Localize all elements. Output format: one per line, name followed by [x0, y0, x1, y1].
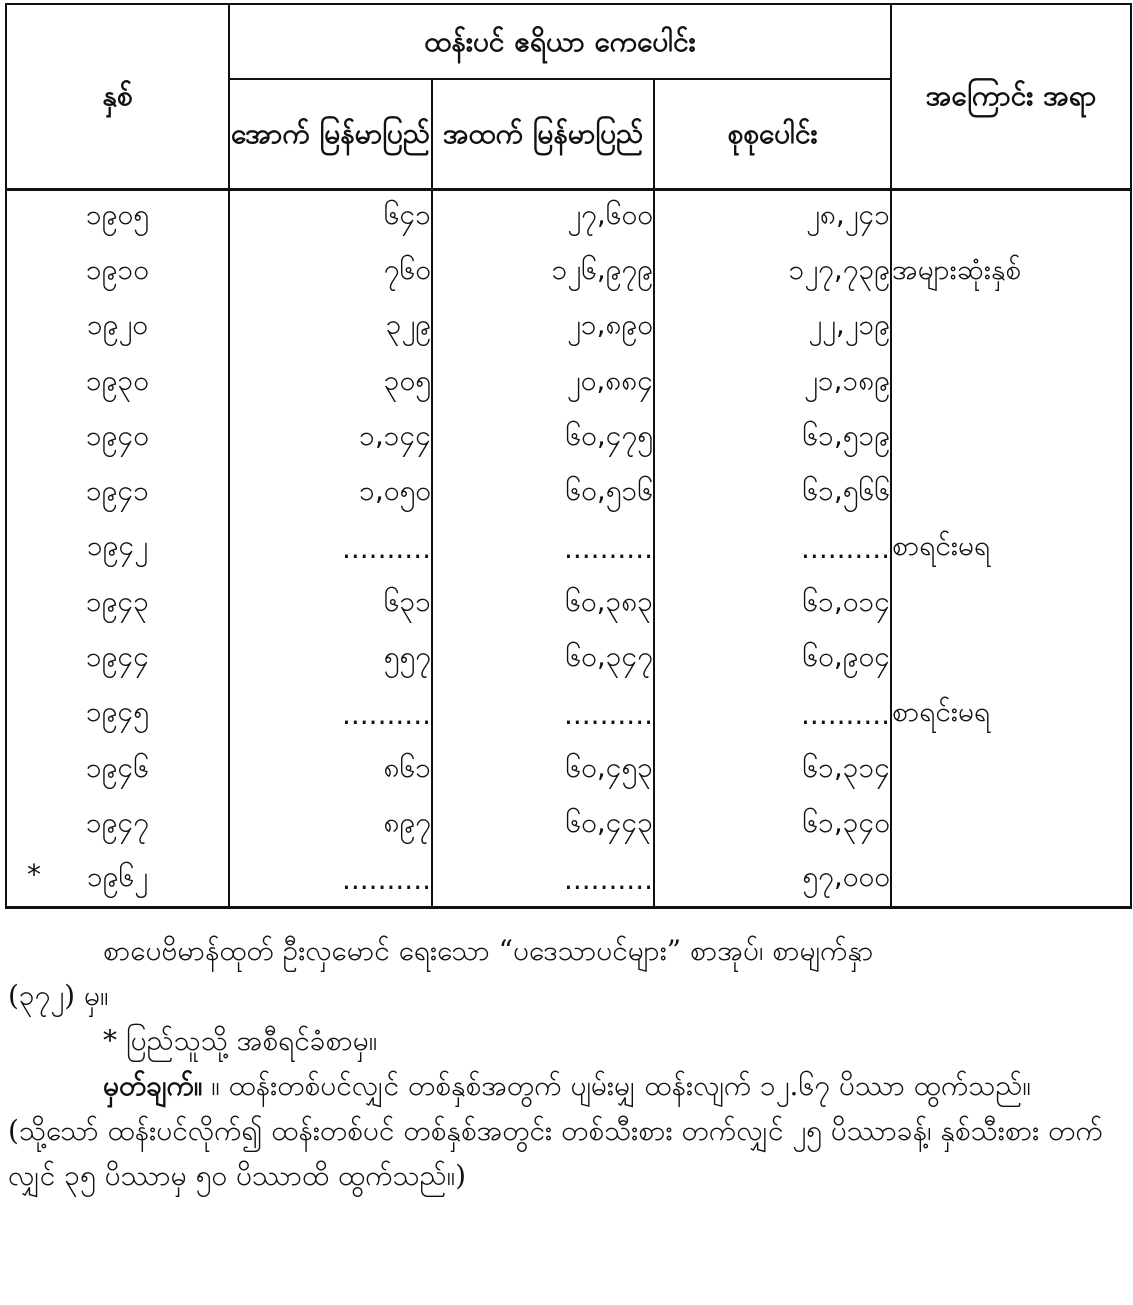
year-cell: [6, 244, 229, 299]
table-row: [6, 189, 1131, 244]
asterisk-marker: *: [27, 858, 41, 892]
remark-cell: [891, 742, 1131, 797]
upper-burma-cell: ၆၀,၄၅၃: [432, 742, 654, 797]
upper-burma-cell: ၆၀,၃၄၇: [432, 631, 654, 686]
lower-burma-cell: ၁,၀၅၀: [229, 465, 432, 520]
remark-cell: [891, 300, 1131, 355]
year-cell: [6, 465, 229, 520]
table-row: [6, 853, 1131, 908]
year-value: ၁၉၄၅: [86, 695, 149, 729]
lower-burma-cell: ၆၃၁: [229, 576, 432, 631]
remark-note-label: မှတ်ချက်။: [103, 1069, 203, 1102]
total-cell: ၆၁,၅၆၆: [654, 465, 891, 520]
source-citation-page: (၃၇၂) မှ။: [8, 979, 109, 1012]
upper-burma-cell: ၁၂၆,၉၇၉: [432, 244, 654, 299]
upper-burma-cell: ၆၀,၅၁၆: [432, 465, 654, 520]
table-body: [6, 189, 1131, 908]
table-row: [6, 687, 1131, 742]
year-cell: [6, 189, 229, 244]
remark-note-text: ။ ထန်းတစ်ပင်လျှင် တစ်နှစ်အတွက် ပျမ်းမျှ ထန်းလျက် ၁၂.၆၇ ပိဿာ ထွက်သည်။ (သို့သော် ထန်းပင်လိုက်၍ ထန်းတစ်ပင် တစ်နှစ်အတွင်း တစ်သီးစား တက်လျှင် ၂၅ ပိဿာခန့်၊ နှစ်သီးစား တက်လျှင် ၃၅ ပိဿာမှ ၅၀ ပိဿာထိ ထွက်သည်။): [8, 1069, 1103, 1192]
upper-burma-cell: ၂၇,၆၀၀: [432, 189, 654, 244]
remark-note: [8, 1063, 1123, 1198]
remark-column-header: အကြောင်း အရာ: [891, 4, 1131, 189]
remark-cell: [891, 797, 1131, 852]
total-column-header: စုစုပေါင်း: [654, 79, 891, 189]
total-cell: ၆၁,၃၁၄: [654, 742, 891, 797]
upper-burma-cell: ၆၀,၄၄၃: [432, 797, 654, 852]
year-cell: [6, 521, 229, 576]
year-column-header: နှစ်: [6, 4, 229, 189]
remark-cell: စာရင်းမရ: [891, 687, 1131, 742]
total-cell: ၆၁,၅၁၉: [654, 410, 891, 465]
palm-area-table: [5, 3, 1132, 909]
remark-cell: [891, 355, 1131, 410]
year-value: ၁၉၁၀: [86, 252, 149, 286]
table-row: [6, 300, 1131, 355]
source-citation: စာပေဗိမာန်ထုတ် ဦးလှမောင် ရေးသော “ပဒေသာပင်များ” စာအုပ်၊ စာမျက်နှာ: [103, 934, 874, 967]
year-cell: [6, 797, 229, 852]
year-value: ၁၉၄၁: [86, 474, 149, 508]
upper-burma-cell: ..........: [432, 521, 654, 576]
year-cell: [6, 300, 229, 355]
lower-burma-cell: ၈၉၇: [229, 797, 432, 852]
total-cell: ၂၁,၁၈၉: [654, 355, 891, 410]
upper-burma-cell: ၆၀,၄၇၅: [432, 410, 654, 465]
year-cell: [6, 410, 229, 465]
remark-cell: [891, 576, 1131, 631]
upper-burma-cell: ၂၀,၈၈၄: [432, 355, 654, 410]
upper-burma-column-header: အထက် မြန်မာပြည်: [432, 79, 654, 189]
year-value: ၁၉၄၆: [86, 750, 149, 784]
remark-cell: စာရင်းမရ: [891, 521, 1131, 576]
year-value: ၁၉၄၃: [86, 584, 149, 618]
lower-burma-cell: ၃၀၅: [229, 355, 432, 410]
lower-burma-cell: ..........: [229, 853, 432, 908]
lower-burma-cell: ၃၂၉: [229, 300, 432, 355]
year-value: ၁၉၄၀: [86, 418, 149, 452]
total-cell: ၂၈,၂၄၁: [654, 189, 891, 244]
lower-burma-cell: ၁,၁၄၄: [229, 410, 432, 465]
remark-cell: [891, 189, 1131, 244]
year-value: ၁၉၄၄: [86, 640, 149, 674]
year-value: ၁၉၄၂: [86, 529, 148, 563]
total-cell: ၆၀,၉၀၄: [654, 631, 891, 686]
remark-cell: အများဆုံးနှစ်: [891, 244, 1131, 299]
total-cell: ၅၇,၀၀၀: [654, 853, 891, 908]
table-row: [6, 465, 1131, 520]
table-row: [6, 742, 1131, 797]
palm-area-group-header: ထန်းပင် ဧရိယာ ကေပေါင်း: [229, 4, 891, 79]
total-cell: ၆၁,၃၄၀: [654, 797, 891, 852]
lower-burma-cell: ..........: [229, 521, 432, 576]
year-cell: [6, 687, 229, 742]
total-cell: ..........: [654, 521, 891, 576]
lower-burma-cell: ၈၆၁: [229, 742, 432, 797]
remark-cell: [891, 465, 1131, 520]
table-row: [6, 355, 1131, 410]
table-row: [6, 244, 1131, 299]
table-row: [6, 410, 1131, 465]
lower-burma-cell: ၅၅၇: [229, 631, 432, 686]
table-row: [6, 797, 1131, 852]
lower-burma-cell: ၇၆၀: [229, 244, 432, 299]
year-cell: [6, 576, 229, 631]
table-row: [6, 631, 1131, 686]
total-cell: ..........: [654, 687, 891, 742]
table-row: [6, 576, 1131, 631]
total-cell: ၂၂,၂၁၉: [654, 300, 891, 355]
lower-burma-cell: ၆၄၁: [229, 189, 432, 244]
upper-burma-cell: ၆၀,၃၈၃: [432, 576, 654, 631]
year-cell: [6, 631, 229, 686]
year-cell: [6, 853, 229, 908]
lower-burma-cell: ..........: [229, 687, 432, 742]
remark-cell: [891, 853, 1131, 908]
year-value: ၁၉၂၀: [86, 308, 148, 342]
table-row: [6, 521, 1131, 576]
year-value: ၁၉၄၇: [86, 805, 149, 839]
year-value: ၁၉၃၀: [86, 363, 149, 397]
upper-burma-cell: ..........: [432, 687, 654, 742]
upper-burma-cell: ..........: [432, 853, 654, 908]
remark-cell: [891, 631, 1131, 686]
upper-burma-cell: ၂၁,၈၉၀: [432, 300, 654, 355]
year-cell: [6, 742, 229, 797]
lower-burma-column-header: အောက် မြန်မာပြည်: [229, 79, 432, 189]
year-value: ၁၉၆၂: [86, 860, 148, 894]
total-cell: ၁၂၇,၇၃၉: [654, 244, 891, 299]
year-cell: [6, 355, 229, 410]
remark-cell: [891, 410, 1131, 465]
star-footnote: * ပြည်သူသို့ အစီရင်ခံစာမှ။: [103, 1024, 378, 1057]
table-header: [6, 4, 1131, 189]
notes-section: [8, 928, 1123, 1198]
year-value: ၁၉၀၅: [86, 198, 149, 232]
total-cell: ၆၁,၀၁၄: [654, 576, 891, 631]
